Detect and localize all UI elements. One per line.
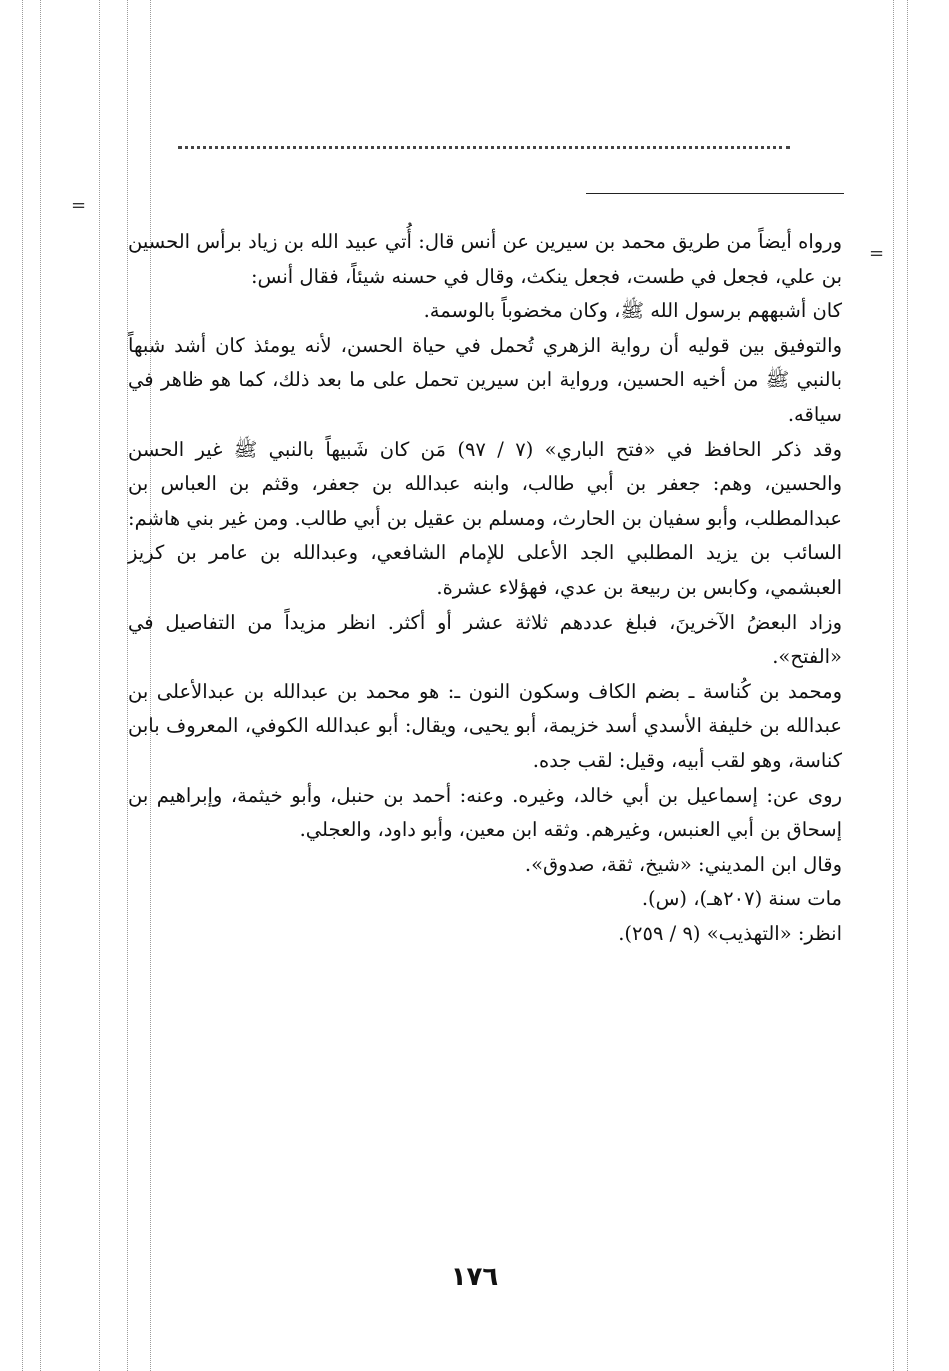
paragraph: وزاد البعضُ الآخرينَ، فبلغ عددهم ثلاثة عشر أو أكثر. انظر مزيداً من التفاصيل في «الفتح».: [128, 610, 842, 669]
paragraph: روى عن: إسماعيل بن أبي خالد، وغيره. وعنه: أحمد بن حنبل، وأبو خيثمة، وإبراهيم بن إسحاق بن أبي العنبس، وغيرهم. وثقه ابن معين، وأبو داود، والعجلي.: [128, 783, 842, 842]
margin-mark-right: =: [869, 243, 885, 264]
paragraph: ومحمد بن كُناسة ـ بضم الكاف وسكون النون ـ: هو محمد بن عبدالله بن عبدالأعلى بن عبدالله بن خليفة الأسدي أسد خزيمة، أبو يحيى، ويقال: أبو عبدالله الكوفي، المعروف بابن كناسة، وهو لقب أبيه، وقيل: لقب جده.: [128, 679, 842, 772]
scan-dotted-line: [893, 0, 894, 1371]
scan-dotted-line: [22, 0, 23, 1371]
header-dotted-separator: [178, 146, 790, 149]
paragraph: وقال ابن المديني: «شيخ، ثقة، صدوق».: [524, 852, 842, 876]
scan-dotted-line: [907, 0, 908, 1371]
page-number: ١٧٦: [450, 1262, 499, 1292]
paragraph: انظر: «التهذيب» (٩ / ٢٥٩).: [618, 921, 842, 945]
footnote-rule: [586, 193, 844, 194]
scan-dotted-line: [40, 0, 41, 1371]
paragraph: وقد ذكر الحافظ في «فتح الباري» (٧ / ٩٧) مَن كان شَبيهاً بالنبي ﷺ غير الحسن والحسين، وهم: جعفر بن أبي طالب، وابنه عبدالله بن جعفر، وقثم بن العباس بن عبدالمطلب، وأبو سفيان بن الحارث، ومسلم بن عقيل بن أبي طالب. ومن غير بني هاشم: السائب بن يزيد المطلبي الجد الأعلى للإمام الشافعي، وعبدالله بن عامر بن كريز العبشمي، وكابس بن ربيعة بن عدي، فهؤلاء عشرة.: [128, 437, 843, 599]
paragraph: كان أشبههم برسول الله ﷺ، وكان مخضوباً بالوسمة.: [423, 299, 842, 323]
footnote-body: [128, 225, 842, 951]
paragraph: والتوفيق بين قوليه أن رواية الزهري تُحمل في حياة الحسن، لأنه يومئذ كان أشد شبهاً بالنبي ﷺ من أخيه الحسين، ورواية ابن سيرين تحمل على ما بعد ذلك، كما هو ظاهر في سياقه.: [128, 333, 842, 426]
margin-mark-left: =: [71, 195, 87, 216]
scan-dotted-line: [99, 0, 100, 1371]
paragraph: مات سنة (٢٠٧هـ)، (س).: [641, 887, 842, 911]
paragraph: ورواه أيضاً من طريق محمد بن سيرين عن أنس قال: أُتي عبيد الله بن زياد برأس الحسين بن علي، فجعل في طست، فجعل ينكث، وقال في حسنه شيئاً، فقال أنس:: [128, 230, 842, 288]
